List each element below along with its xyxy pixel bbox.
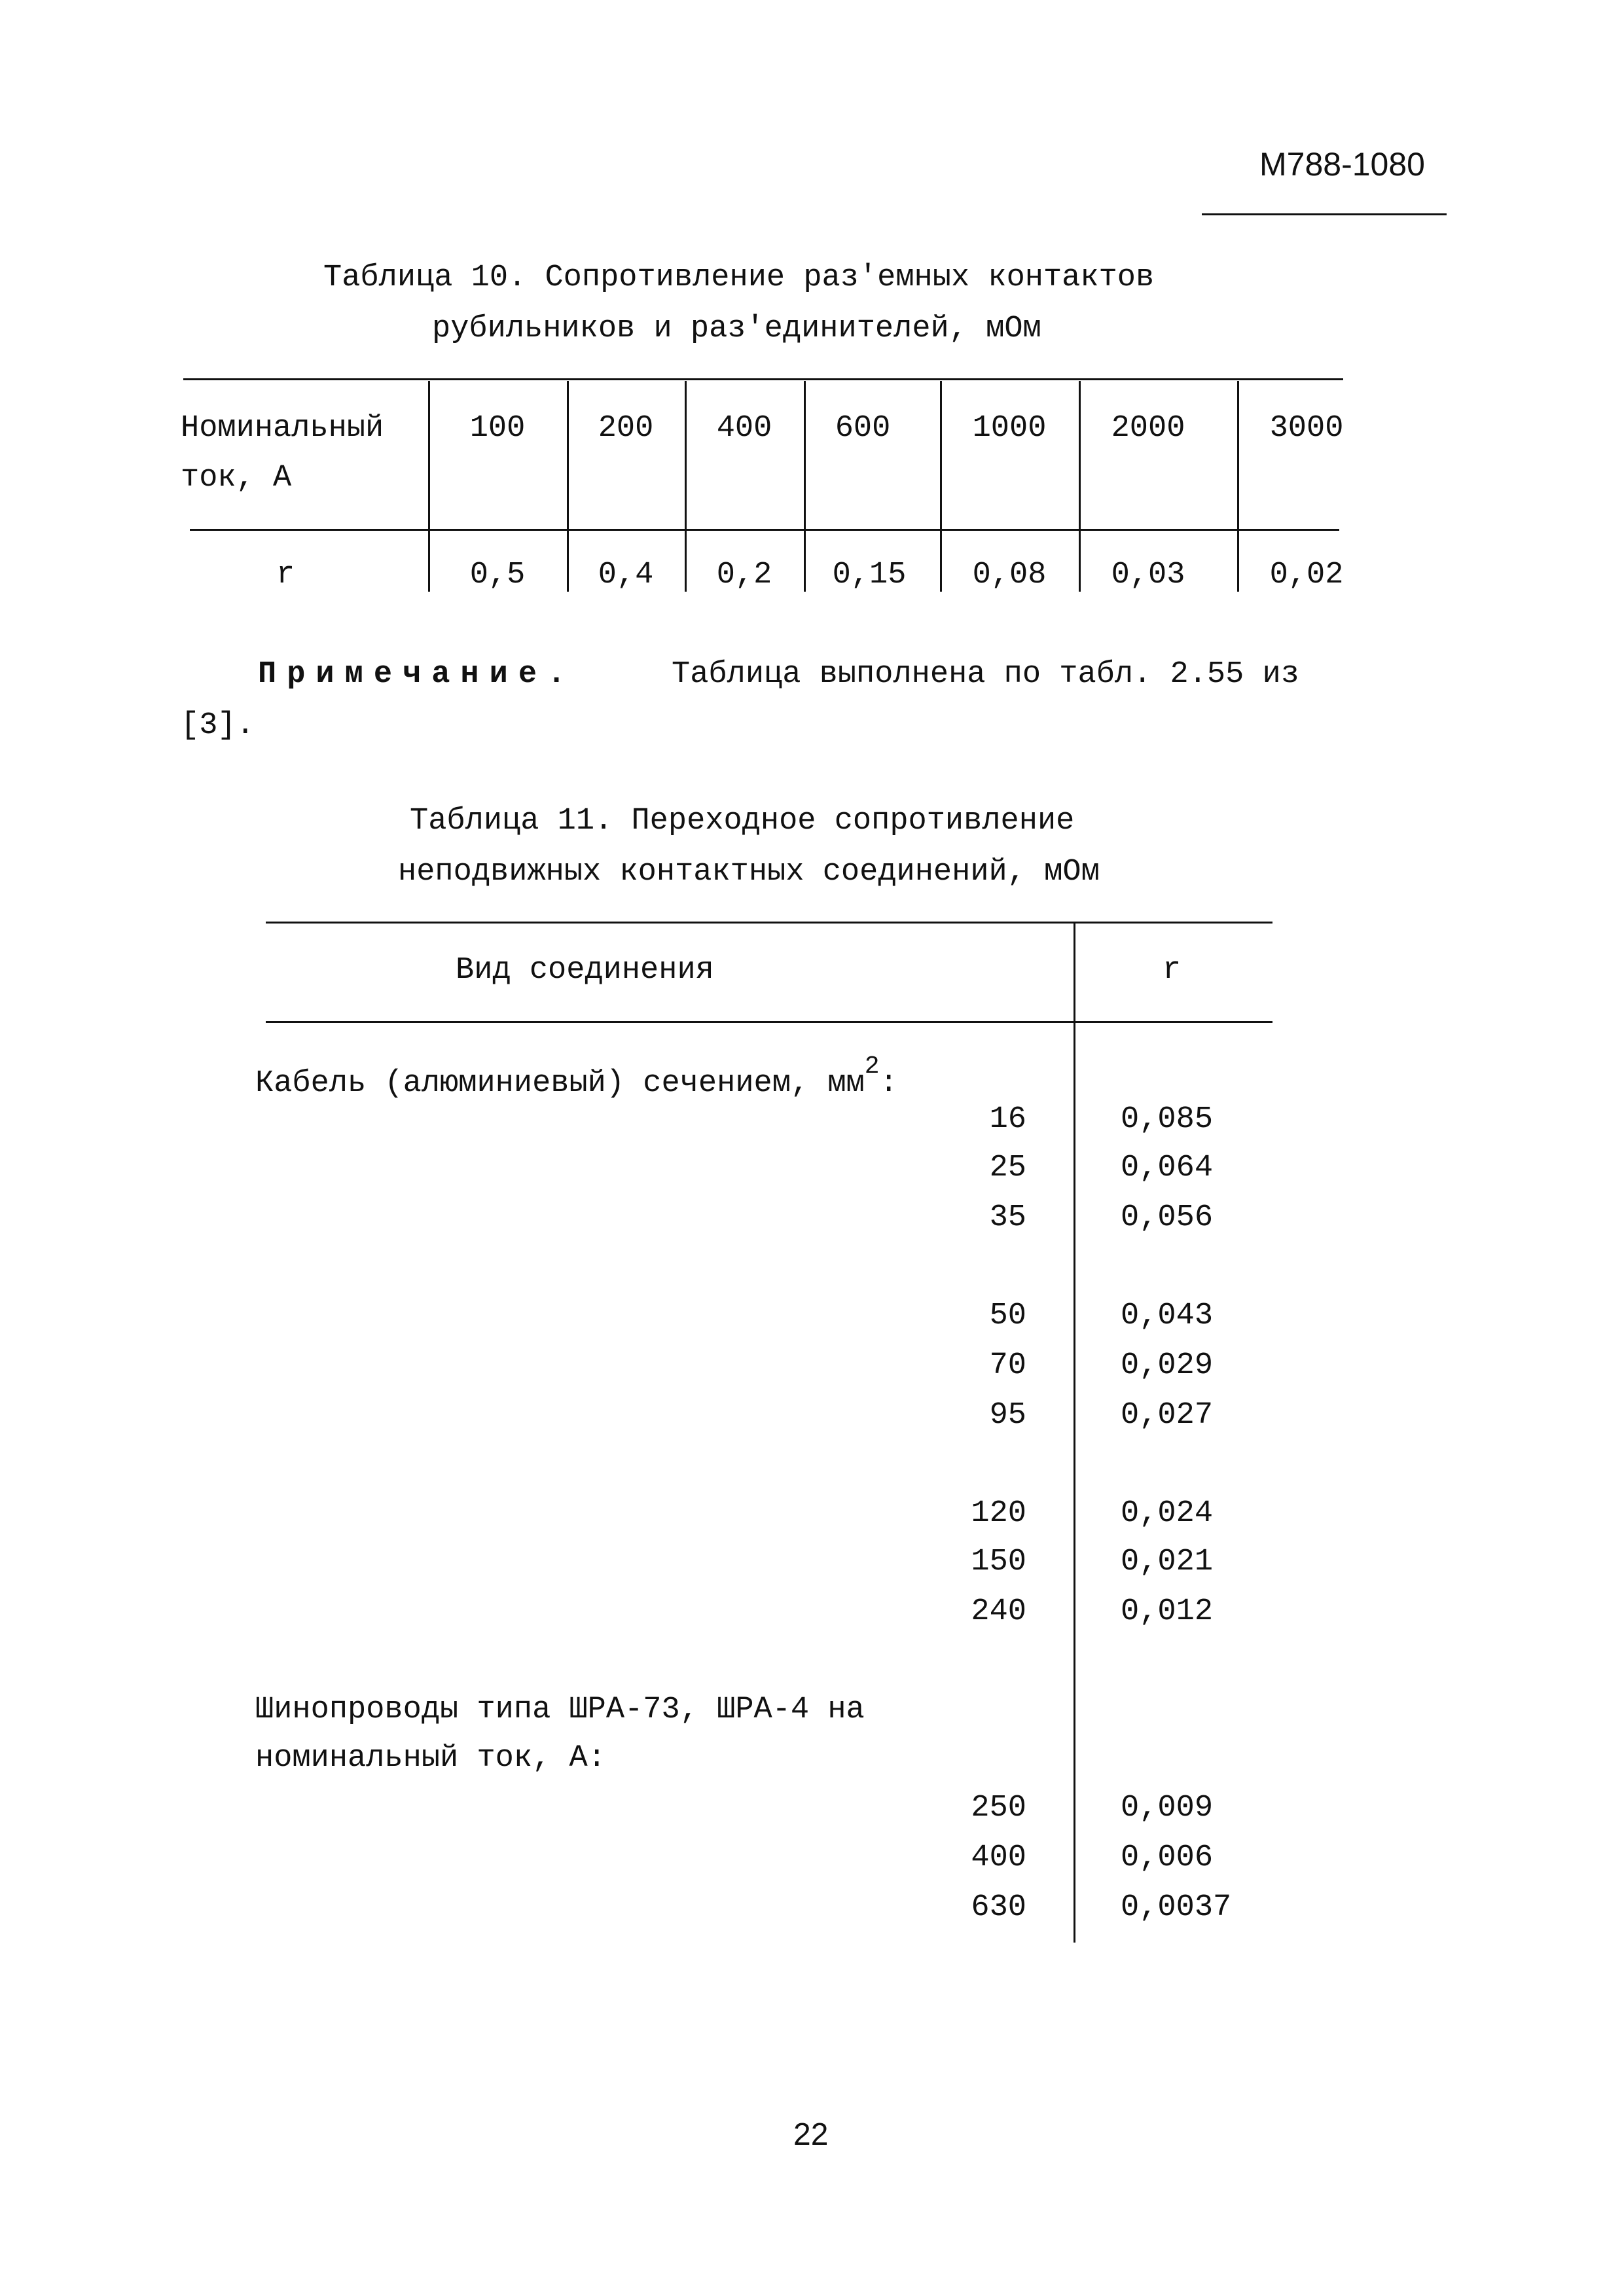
table11-header-rule — [266, 1021, 1272, 1023]
table10-current-label-2: ток, А — [181, 461, 292, 495]
cable-group-title-colon: : — [879, 1066, 898, 1101]
table11-header-kind: Вид соединения — [456, 953, 714, 988]
table10-current-value: 100 — [469, 411, 526, 446]
table10-resistance-value: 0,03 — [1111, 558, 1185, 592]
cable-resistance: 0,043 — [1121, 1299, 1214, 1333]
table11-column-divider — [1074, 923, 1075, 1943]
cable-size: 35 — [989, 1200, 1026, 1235]
unit-superscript: 2 — [864, 1052, 880, 1081]
busbar-group-title-line2: номинальный ток, А: — [255, 1741, 606, 1776]
busbar-group-title-line1: Шинопроводы типа ШРА-73, ШРА-4 на — [255, 1693, 865, 1727]
table10-current-value: 3000 — [1269, 411, 1344, 446]
note-label: Примечание. — [258, 657, 577, 692]
cable-size: 16 — [989, 1102, 1026, 1137]
table11-caption-line2: неподвижных контактных соединений, мОм — [398, 855, 1100, 889]
cable-group-title-text: Кабель (алюминиевый) сечением, мм — [255, 1066, 865, 1101]
cable-size: 70 — [989, 1348, 1026, 1383]
document-code: М788-1080 — [1259, 146, 1425, 183]
table10-current-label: Номинальный — [181, 411, 384, 446]
table10-current-value: 1000 — [972, 411, 1047, 446]
page-number: 22 — [793, 2117, 829, 2152]
busbar-current: 250 — [971, 1791, 1026, 1825]
table10-resistance-value: 0,5 — [469, 558, 526, 592]
table10-resistance-value: 0,2 — [716, 558, 772, 592]
cable-resistance: 0,085 — [1121, 1102, 1214, 1137]
table10-resistance-label: r — [276, 558, 295, 592]
table11-top-rule — [266, 922, 1272, 924]
cable-resistance: 0,021 — [1121, 1545, 1214, 1579]
table10-mid-rule — [190, 529, 1339, 531]
cable-size: 25 — [989, 1151, 1026, 1185]
table10-resistance-value: 0,08 — [972, 558, 1047, 592]
table10-current-value: 400 — [716, 411, 772, 446]
table10-top-rule — [183, 378, 1343, 380]
busbar-resistance: 0,006 — [1121, 1840, 1214, 1875]
cable-resistance: 0,056 — [1121, 1200, 1214, 1235]
table10-caption-line1: Таблица 10. Сопротивление раз'емных контактов — [323, 260, 1155, 295]
busbar-current: 630 — [971, 1890, 1026, 1925]
busbar-current: 400 — [971, 1840, 1026, 1875]
table10-resistance-value: 0,02 — [1269, 558, 1344, 592]
cable-size: 95 — [989, 1398, 1026, 1433]
cable-size: 150 — [971, 1545, 1026, 1579]
table10-current-value: 600 — [835, 411, 891, 446]
note-text: Таблица выполнена по табл. 2.55 из — [672, 657, 1299, 692]
cable-size: 120 — [971, 1496, 1026, 1531]
table11-caption-line1: Таблица 11. Переходное сопротивление — [410, 804, 1075, 838]
cable-group-title — [255, 1052, 898, 1101]
cable-resistance: 0,064 — [1121, 1151, 1214, 1185]
cable-resistance: 0,024 — [1121, 1496, 1214, 1531]
cable-size: 240 — [971, 1594, 1026, 1629]
table10-current-value: 200 — [598, 411, 654, 446]
busbar-resistance: 0,009 — [1121, 1791, 1214, 1825]
header-rule — [1202, 213, 1447, 215]
table11-header-r: r — [1163, 953, 1182, 988]
busbar-resistance: 0,0037 — [1121, 1890, 1232, 1925]
table10-current-value: 2000 — [1111, 411, 1185, 446]
cable-resistance: 0,012 — [1121, 1594, 1214, 1629]
table10-resistance-value: 0,4 — [598, 558, 654, 592]
cable-resistance: 0,029 — [1121, 1348, 1214, 1383]
cable-size: 50 — [989, 1299, 1026, 1333]
note-reference: [3]. — [181, 708, 255, 743]
cable-resistance: 0,027 — [1121, 1398, 1214, 1433]
table10-caption-line2: рубильников и раз'единителей, мОм — [432, 312, 1041, 346]
table10-resistance-value: 0,15 — [832, 558, 907, 592]
